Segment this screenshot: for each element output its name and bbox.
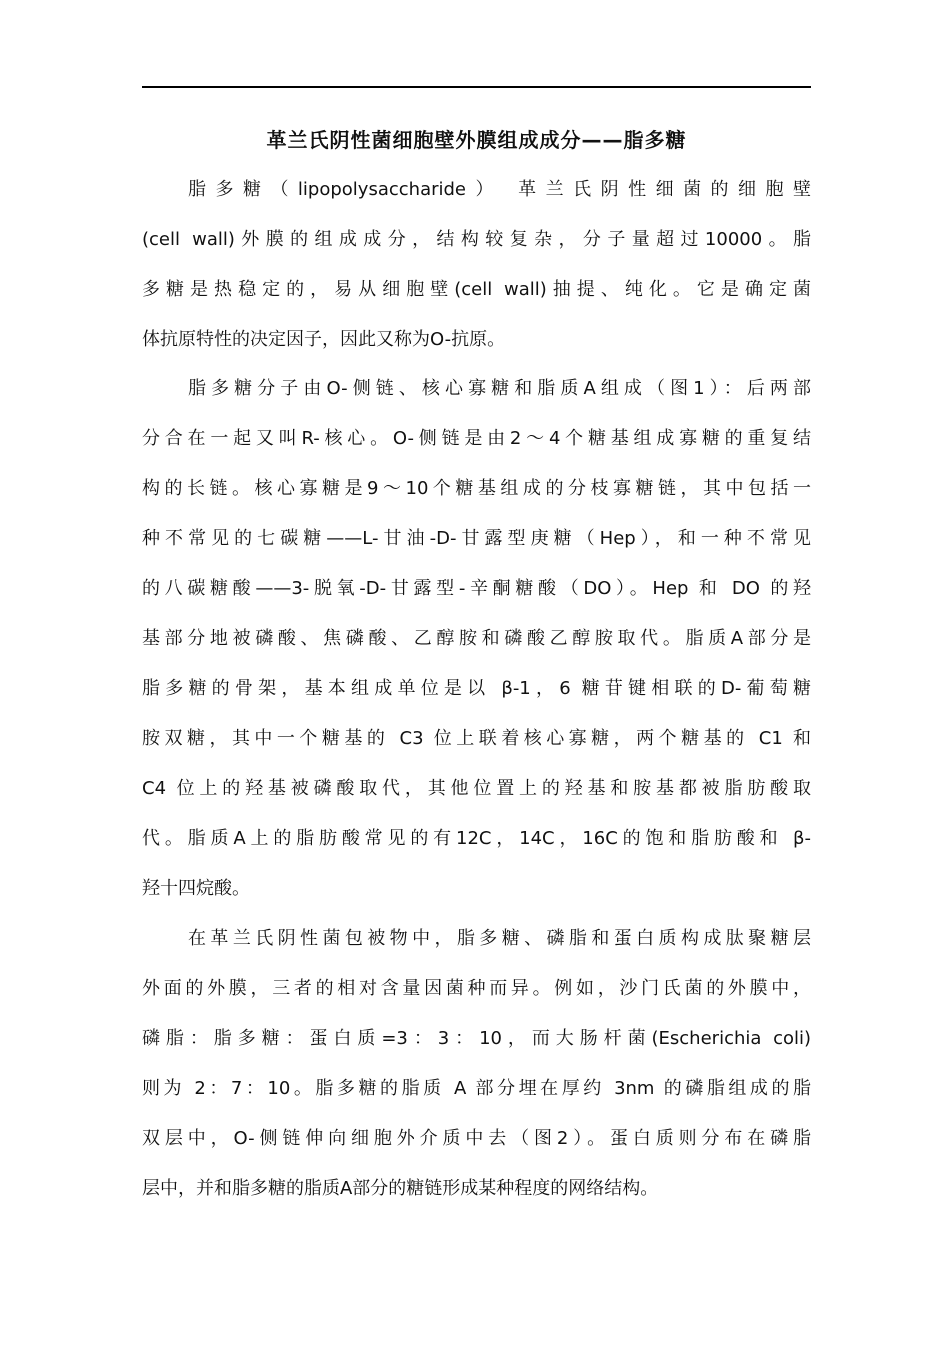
document-title: 革兰氏阴性菌细胞壁外膜组成成分——脂多糖 [266, 128, 687, 152]
text-line: 胺双糖，其中一个糖基的 C3 位上联着核心寡糖，两个糖基的 C1 和 [142, 728, 811, 749]
text-line: 则为 2：7：10。脂多糖的脂质 A 部分埋在厚约 3nm 的磷脂组成的脂 [142, 1078, 811, 1099]
text-line: 基部分地被磷酸、焦磷酸、乙醇胺和磷酸乙醇胺取代。脂质A部分是 [142, 628, 811, 649]
text-line: 脂多糖（lipopolysaccharide） 革兰氏阴性细菌的细胞壁 [188, 179, 811, 200]
header-rule [142, 86, 811, 88]
text-line: 分合在一起又叫R-核心。O-侧链是由2～4个糖基组成寡糖的重复结 [142, 428, 811, 449]
text-line: 在革兰氏阴性菌包被物中，脂多糖、磷脂和蛋白质构成肽聚糖层 [188, 928, 811, 949]
text-line: (cell wall)外膜的组成成分，结构较复杂，分子量超过10000。脂 [142, 229, 811, 250]
text-line: 的八碳糖酸——3-脱氧-D-甘露型-辛酮糖酸（DO）。Hep 和 DO 的羟 [142, 578, 811, 599]
text-line: 磷脂：脂多糖：蛋白质=3：3：10，而大肠杆菌(Escherichia coli) [142, 1028, 811, 1049]
text-line: 羟十四烷酸。 [142, 878, 250, 899]
text-line: 代。脂质A上的脂肪酸常见的有12C，14C，16C的饱和脂肪酸和 β- [142, 828, 811, 849]
text-line: 体抗原特性的决定因子，因此又称为O-抗原。 [142, 329, 506, 350]
text-line: 脂多糖分子由O-侧链、核心寡糖和脂质A组成（图1）：后两部 [188, 378, 811, 399]
text-line: 层中，并和脂多糖的脂质A部分的糖链形成某种程度的网络结构。 [142, 1178, 659, 1199]
text-line: 多糖是热稳定的，易从细胞壁(cell wall)抽提、纯化。它是确定菌 [142, 279, 811, 300]
text-line: 种不常见的七碳糖——L-甘油-D-甘露型庚糖（Hep），和一种不常见 [142, 528, 811, 549]
paragraph-1 [142, 175, 811, 375]
text-line: 脂多糖的骨架，基本组成单位是以 β-1，6 糖苷键相联的D-葡萄糖 [142, 678, 811, 699]
text-line: 双层中，O-侧链伸向细胞外介质中去（图2）。蛋白质则分布在磷脂 [142, 1128, 811, 1149]
paragraph-3 [142, 924, 811, 1224]
text-line: 外面的外膜，三者的相对含量因菌种而异。例如，沙门氏菌的外膜中， [142, 978, 811, 999]
text-line: 构的长链。核心寡糖是9～10个糖基组成的分枝寡糖链，其中包括一 [142, 478, 811, 499]
text-line: C4 位上的羟基被磷酸取代，其他位置上的羟基和胺基都被脂肪酸取 [142, 778, 811, 799]
paragraph-2 [142, 374, 811, 924]
